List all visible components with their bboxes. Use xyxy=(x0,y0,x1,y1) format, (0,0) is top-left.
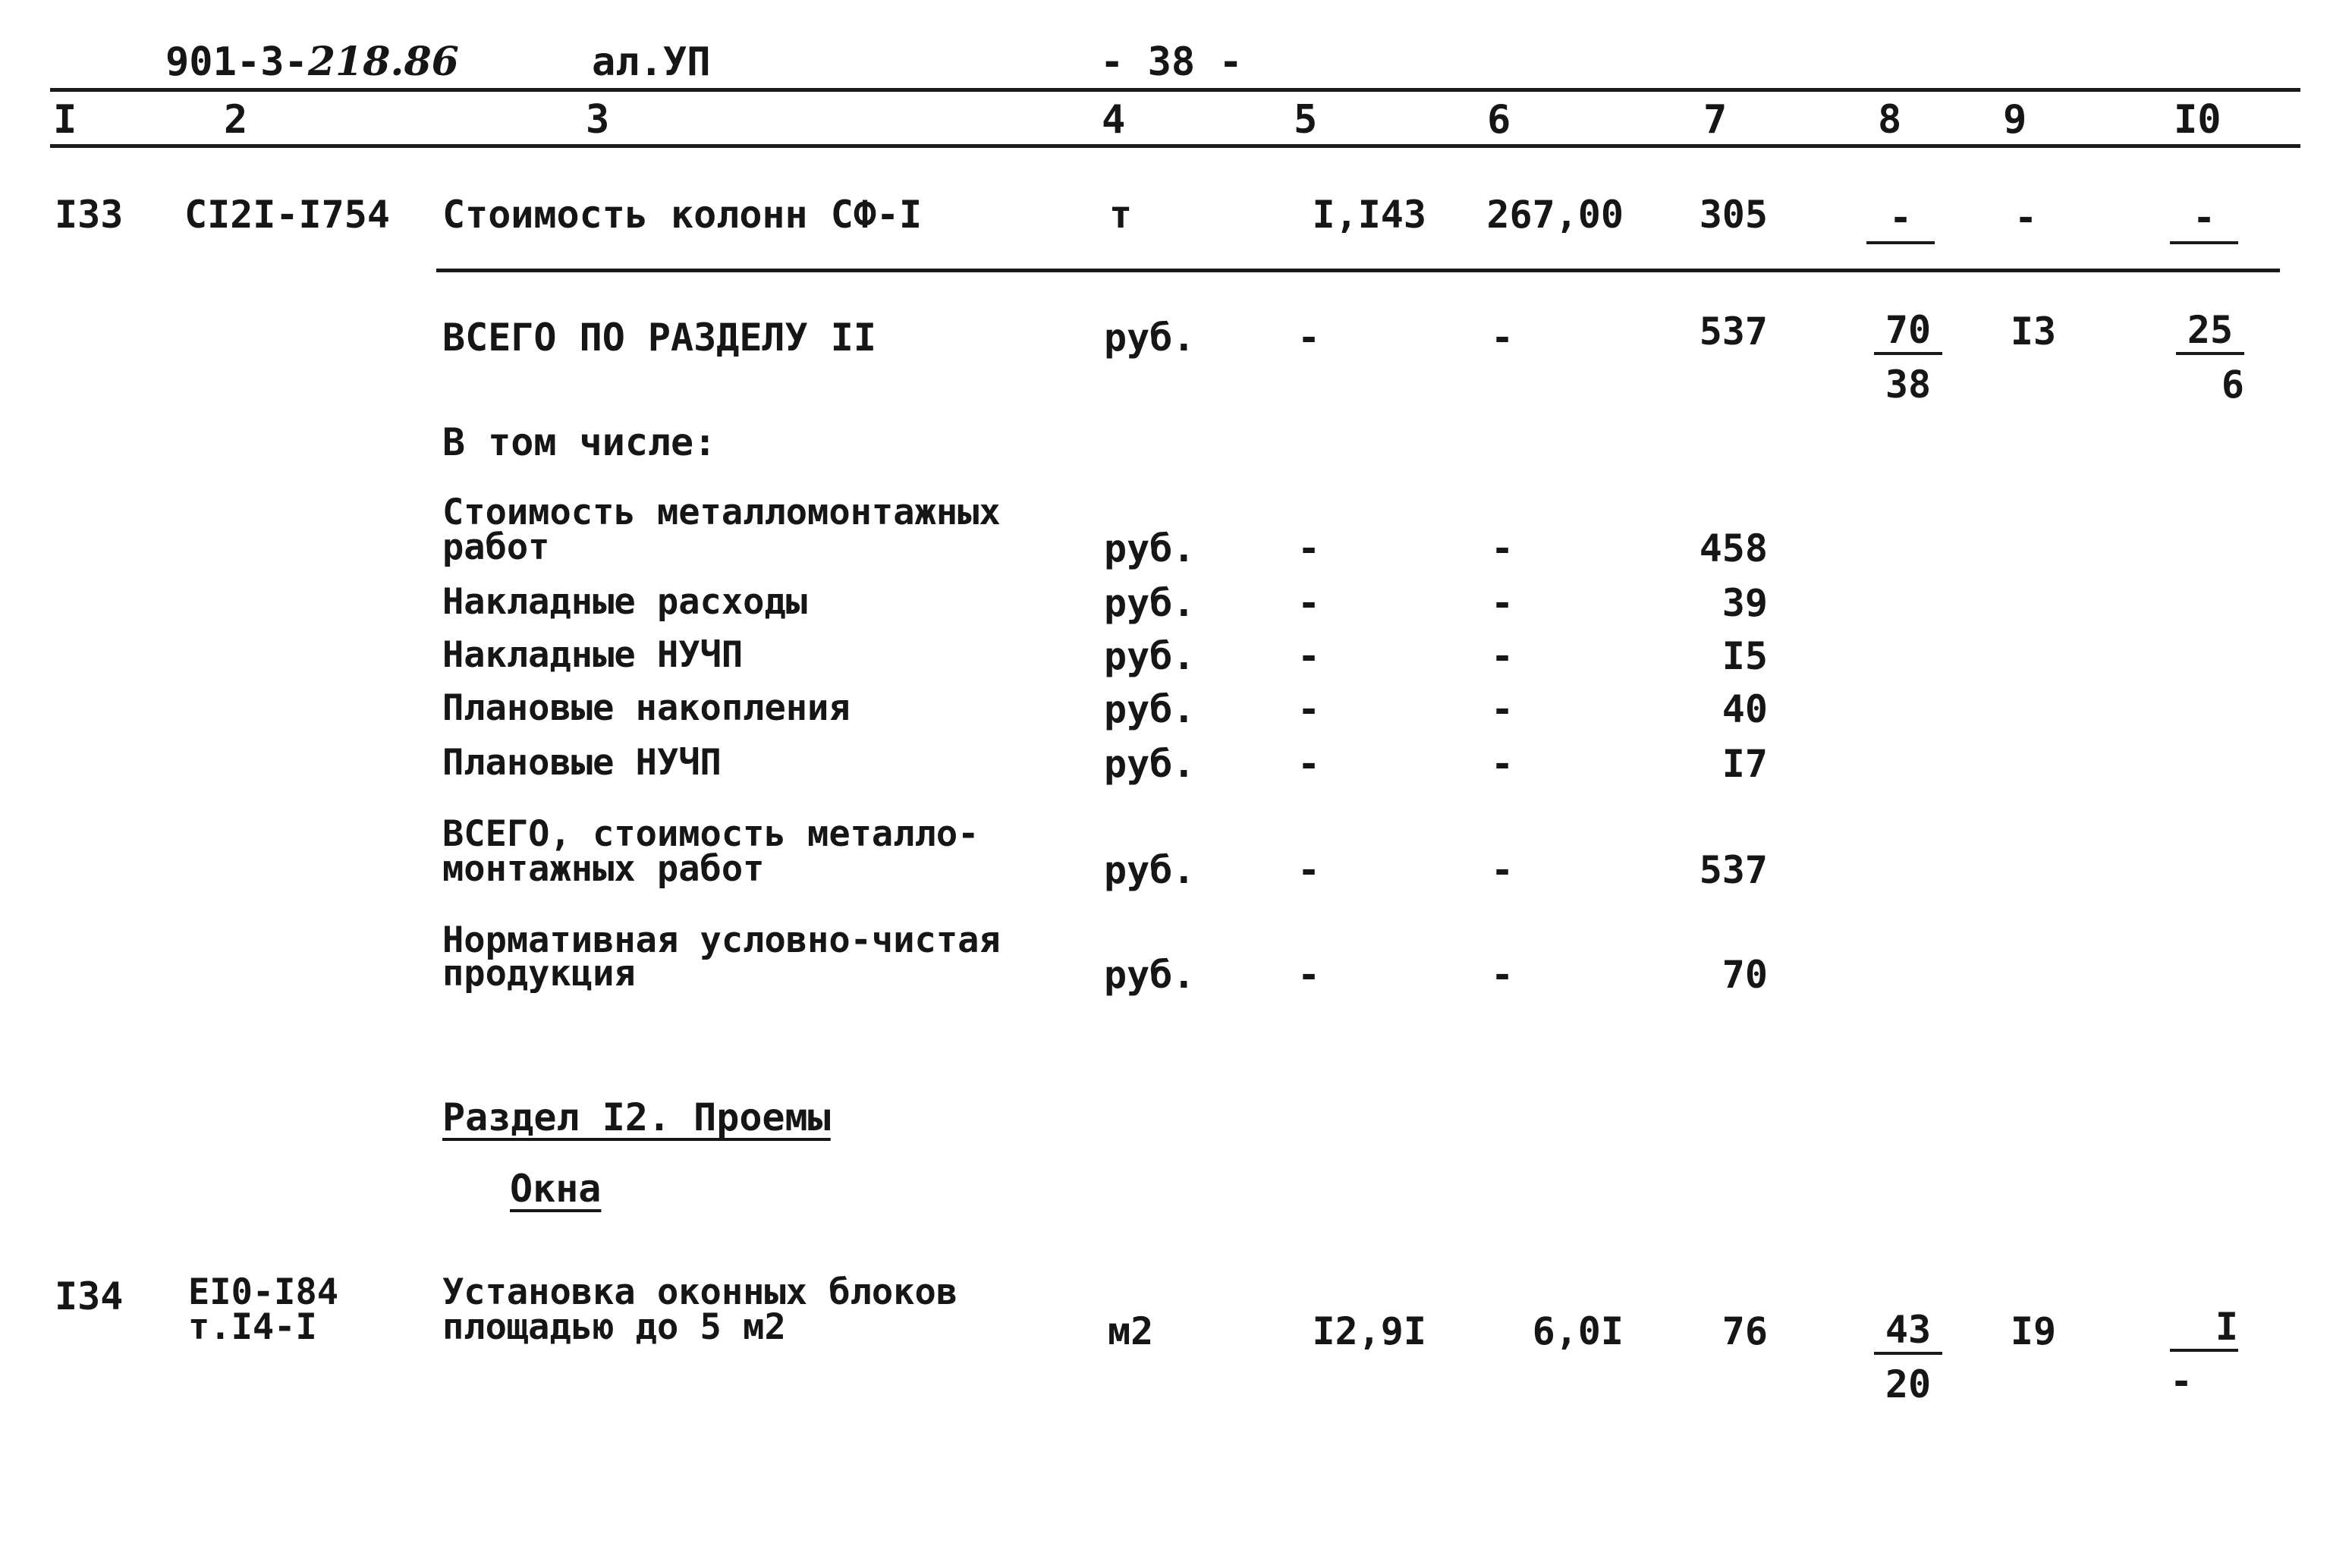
row-col10-fraction xyxy=(2170,196,2238,244)
breakdown-item-col6: - xyxy=(1490,848,1514,892)
row-code-cont: т.I4-I xyxy=(188,1306,317,1348)
section-total-col10-fraction xyxy=(2176,308,2244,407)
breakdown-item-total: 40 xyxy=(1722,687,1768,731)
row-code: EI0-I84 xyxy=(188,1271,339,1313)
breakdown-item-label: ВСЕГО, стоимость металло- xyxy=(442,813,979,855)
subsection-title: Окна xyxy=(510,1167,602,1211)
row-col9: I9 xyxy=(2010,1309,2057,1353)
breakdown-item-col5: - xyxy=(1297,634,1321,678)
row-unit-price: 267,00 xyxy=(1486,193,1624,237)
col-header-6: 6 xyxy=(1487,97,1511,143)
row-number: I34 xyxy=(55,1274,124,1318)
row-description: Стоимость колонн СФ-I xyxy=(442,193,923,237)
breakdown-item-label-cont: монтажных работ xyxy=(442,848,765,890)
row-unit: м2 xyxy=(1108,1309,1154,1353)
page-number: - 38 - xyxy=(1100,39,1243,85)
breakdown-item-unit: руб. xyxy=(1104,687,1196,731)
section-12-title: Раздел I2. Проемы xyxy=(442,1095,831,1139)
section-total-col10-bottom: 6 xyxy=(2221,363,2244,407)
section-total-unit: руб. xyxy=(1104,316,1196,360)
breakdown-item-label: Плановые НУЧП xyxy=(442,742,722,784)
breakdown-item-total: 458 xyxy=(1699,526,1768,570)
row-quantity: I2,9I xyxy=(1312,1309,1426,1353)
col-header-2: 2 xyxy=(224,97,248,143)
breakdown-item-total: 70 xyxy=(1722,953,1768,997)
document-code-printed: 901-3- xyxy=(165,39,308,85)
breakdown-item-col6: - xyxy=(1490,687,1514,731)
section-total-col8-bottom: 38 xyxy=(1885,363,1932,407)
breakdown-item-col5: - xyxy=(1297,953,1321,997)
row-col8-bottom: 20 xyxy=(1885,1362,1932,1406)
breakdown-item-unit: руб. xyxy=(1104,634,1196,678)
breakdown-item-unit: руб. xyxy=(1104,742,1196,786)
col-header-7: 7 xyxy=(1703,97,1728,143)
breakdown-item-label: Накладные НУЧП xyxy=(442,634,744,676)
col-header-4: 4 xyxy=(1102,97,1126,143)
breakdown-item-col5: - xyxy=(1297,687,1321,731)
row-col8: - xyxy=(1866,199,1935,244)
col-header-3: 3 xyxy=(586,97,610,143)
row-code: CI2I-I754 xyxy=(184,193,390,237)
col-header-9: 9 xyxy=(2003,97,2027,143)
row-unit-price: 6,0I xyxy=(1532,1309,1624,1353)
row-total: 76 xyxy=(1722,1309,1768,1353)
breakdown-item-label: Стоимость металломонтажных xyxy=(442,492,1001,533)
row-col10-top: I xyxy=(2170,1308,2238,1352)
row-number: I33 xyxy=(55,193,124,237)
including-label: В том числе: xyxy=(442,420,717,464)
header-rule-bottom xyxy=(50,144,2300,148)
breakdown-item-unit: руб. xyxy=(1104,953,1196,997)
breakdown-item-col5: - xyxy=(1297,742,1321,786)
breakdown-item-total: I7 xyxy=(1722,742,1768,786)
breakdown-item-col6: - xyxy=(1490,953,1514,997)
album-number: ал.УП xyxy=(592,39,711,85)
breakdown-item-label: Нормативная условно-чистая xyxy=(442,919,1001,961)
section-total-amount: 537 xyxy=(1699,310,1768,354)
row-description-cont: площадью до 5 м2 xyxy=(442,1306,786,1348)
header-rule-top xyxy=(50,88,2300,92)
breakdown-item-col6: - xyxy=(1490,634,1514,678)
breakdown-item-total: 537 xyxy=(1699,848,1768,892)
row-separator xyxy=(436,269,2280,272)
breakdown-item-col5: - xyxy=(1297,581,1321,625)
breakdown-item-total: I5 xyxy=(1722,634,1768,678)
breakdown-item-col5: - xyxy=(1297,848,1321,892)
breakdown-item-unit: руб. xyxy=(1104,848,1196,892)
document-code xyxy=(165,39,459,85)
document-code-handwritten: 218.86 xyxy=(307,39,459,85)
breakdown-item-col6: - xyxy=(1490,581,1514,625)
row-quantity: I,I43 xyxy=(1312,193,1426,237)
breakdown-item-col5: - xyxy=(1297,526,1321,570)
breakdown-item-unit: руб. xyxy=(1104,581,1196,625)
breakdown-item-col6: - xyxy=(1490,526,1514,570)
section-total-col10-top: 25 xyxy=(2176,311,2244,355)
row-col10-bottom: - xyxy=(2170,1359,2193,1403)
breakdown-item-total: 39 xyxy=(1722,581,1768,625)
col-header-10: I0 xyxy=(2174,97,2222,143)
section-total-col6: - xyxy=(1490,316,1514,360)
row-col9: - xyxy=(2014,196,2038,240)
row-description: Установка оконных блоков xyxy=(442,1271,958,1313)
row-col8-fraction xyxy=(1874,1308,1942,1406)
row-col10: - xyxy=(2170,199,2238,244)
breakdown-item-label-cont: работ xyxy=(442,526,550,568)
row-col10-fraction xyxy=(2170,1305,2238,1403)
breakdown-item-label-cont: продукция xyxy=(442,953,636,995)
breakdown-item-label: Плановые накопления xyxy=(442,687,851,729)
col-header-1: I xyxy=(53,97,77,143)
row-unit: т xyxy=(1109,193,1133,237)
row-col8-fraction xyxy=(1866,196,1935,244)
section-total-col9: I3 xyxy=(2010,310,2057,354)
col-header-5: 5 xyxy=(1294,97,1318,143)
section-total-col8-top: 70 xyxy=(1874,311,1942,355)
section-total-col8-fraction xyxy=(1874,308,1942,407)
breakdown-item-col6: - xyxy=(1490,742,1514,786)
section-total-label: ВСЕГО ПО РАЗДЕЛУ II xyxy=(442,316,876,360)
col-header-8: 8 xyxy=(1878,97,1902,143)
row-col8-top: 43 xyxy=(1874,1311,1942,1355)
row-total: 305 xyxy=(1699,193,1768,237)
breakdown-item-unit: руб. xyxy=(1104,526,1196,570)
section-total-col5: - xyxy=(1297,316,1321,360)
breakdown-item-label: Накладные расходы xyxy=(442,581,808,623)
